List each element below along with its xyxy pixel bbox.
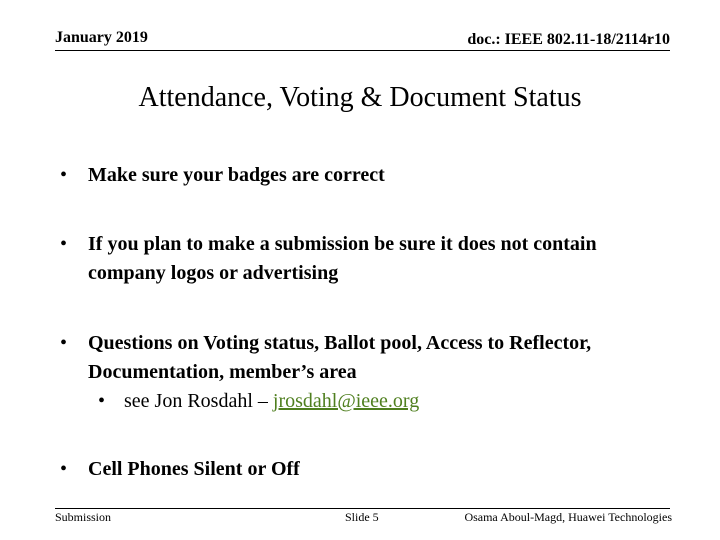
- bullet-badges: [60, 161, 670, 190]
- footer-divider: [55, 508, 670, 509]
- bullet-icon: •: [60, 164, 68, 186]
- bullet-icon: •: [60, 233, 68, 255]
- bullet-text: Make sure your badges are correct: [88, 164, 385, 186]
- header-divider: [55, 50, 670, 51]
- bullet-phones: [60, 455, 670, 484]
- bullet-text: Questions on Voting status, Ballot pool, Access to Reflector, Documentation, member’s area: [88, 332, 592, 383]
- sub-bullet-contact: [88, 387, 670, 416]
- slide-title: Attendance, Voting & Document Status: [138, 82, 582, 113]
- bullet-voting: [60, 329, 670, 416]
- bullet-text: Cell Phones Silent or Off: [88, 458, 300, 480]
- footer-slide-number: Slide 5: [345, 510, 379, 524]
- bullet-icon: •: [60, 458, 68, 480]
- sub-bullet-text: see Jon Rosdahl –: [124, 390, 273, 412]
- header-doc-id: doc.: IEEE 802.11-18/2114r10: [467, 31, 670, 48]
- email-link[interactable]: jrosdahl@ieee.org: [272, 390, 420, 412]
- header-date: January 2019: [55, 29, 148, 46]
- bullet-icon: •: [60, 332, 68, 354]
- sub-bullet-icon: •: [98, 390, 106, 412]
- footer-submission: Submission: [55, 510, 112, 524]
- bullet-submission: [60, 230, 670, 288]
- bullet-text: If you plan to make a submission be sure it does not contain company logos or advertising: [88, 233, 597, 284]
- footer-author: Osama Aboul-Magd, Huawei Technologies: [464, 510, 672, 524]
